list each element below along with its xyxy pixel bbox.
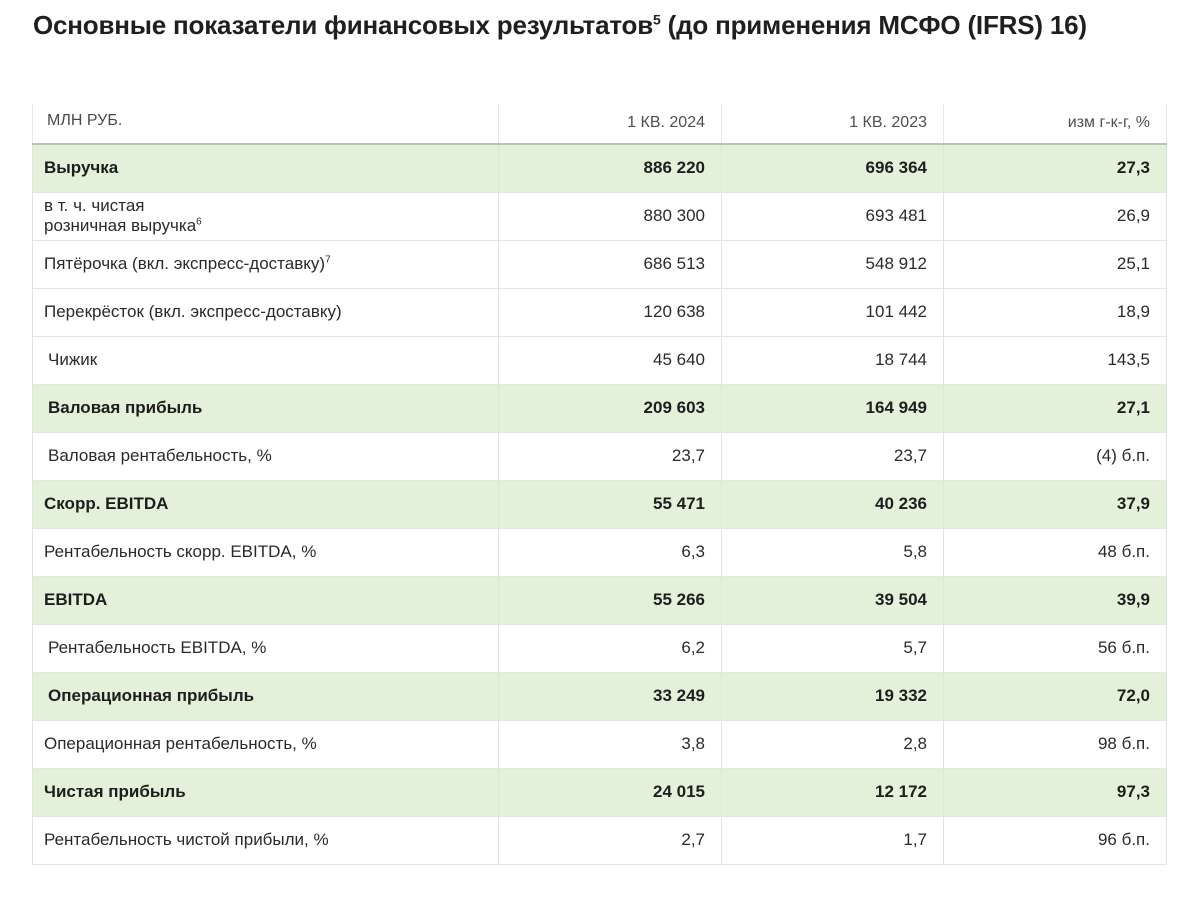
cell-q1-2023: 12 172 [722, 768, 944, 816]
cell-yoy-change: 37,9 [944, 480, 1167, 528]
title-footnote: 5 [653, 11, 661, 28]
row-label-line: Рентабельность чистой прибыли, % [44, 830, 329, 849]
cell-q1-2024: 886 220 [499, 144, 722, 192]
row-label-line: Валовая прибыль [48, 398, 203, 417]
cell-q1-2023: 164 949 [722, 384, 944, 432]
cell-q1-2024: 6,3 [499, 528, 722, 576]
table-row [33, 432, 1167, 480]
cell-q1-2024: 209 603 [499, 384, 722, 432]
cell-q1-2024: 880 300 [499, 192, 722, 240]
row-label-text [44, 196, 202, 235]
financial-table-container [32, 104, 1166, 865]
table-row [33, 336, 1167, 384]
row-label [33, 384, 499, 432]
row-label-text [44, 734, 317, 753]
row-label-footnote: 6 [196, 216, 202, 228]
row-label-line: розничная выручка [44, 216, 197, 235]
row-label-line: Рентабельность скорр. EBITDA, % [44, 542, 317, 561]
cell-yoy-change: 143,5 [944, 336, 1167, 384]
cell-yoy-change: 27,1 [944, 384, 1167, 432]
title-main: Основные показатели финансовых результатов [33, 10, 653, 40]
row-label-line: EBITDA [44, 590, 108, 609]
row-label-footnote: 7 [325, 254, 331, 266]
cell-q1-2024: 3,8 [499, 720, 722, 768]
table-row [33, 576, 1167, 624]
cell-yoy-change: 39,9 [944, 576, 1167, 624]
cell-yoy-change: (4) б.п. [944, 432, 1167, 480]
title-suffix: (до применения МСФО (IFRS) 16) [660, 10, 1087, 40]
table-row [33, 768, 1167, 816]
row-label [33, 144, 499, 192]
cell-yoy-change: 27,3 [944, 144, 1167, 192]
row-label-text [48, 446, 272, 465]
cell-yoy-change: 98 б.п. [944, 720, 1167, 768]
table-row [33, 240, 1167, 288]
cell-q1-2024: 2,7 [499, 816, 722, 864]
row-label [33, 816, 499, 864]
cell-yoy-change: 96 б.п. [944, 816, 1167, 864]
row-label-text [44, 302, 342, 321]
row-label [33, 288, 499, 336]
cell-q1-2023: 40 236 [722, 480, 944, 528]
row-label-text [44, 830, 329, 849]
header-units: МЛН РУБ. [33, 104, 499, 144]
row-label-line: Выручка [44, 158, 119, 178]
cell-yoy-change: 25,1 [944, 240, 1167, 288]
cell-q1-2023: 548 912 [722, 240, 944, 288]
row-label [33, 192, 499, 240]
table-row [33, 624, 1167, 672]
cell-yoy-change: 26,9 [944, 192, 1167, 240]
table-row [33, 192, 1167, 240]
cell-q1-2024: 55 266 [499, 576, 722, 624]
cell-q1-2024: 6,2 [499, 624, 722, 672]
row-label-line: Пятёрочка (вкл. экспресс-доставку) [44, 254, 326, 273]
cell-yoy-change: 56 б.п. [944, 624, 1167, 672]
row-label [33, 624, 499, 672]
page-title [33, 10, 1087, 41]
cell-yoy-change: 97,3 [944, 768, 1167, 816]
table-row [33, 288, 1167, 336]
cell-q1-2023: 19 332 [722, 672, 944, 720]
table-header [33, 104, 1167, 144]
row-label [33, 768, 499, 816]
row-label-text [48, 686, 254, 705]
header-row [33, 104, 1167, 144]
row-label-line: Операционная прибыль [48, 686, 255, 705]
table-row [33, 528, 1167, 576]
table-row [33, 480, 1167, 528]
cell-q1-2023: 693 481 [722, 192, 944, 240]
cell-q1-2024: 45 640 [499, 336, 722, 384]
cell-yoy-change: 72,0 [944, 672, 1167, 720]
row-label-text [44, 158, 118, 177]
row-label-text [44, 494, 168, 513]
row-label [33, 720, 499, 768]
cell-q1-2023: 1,7 [722, 816, 944, 864]
cell-q1-2024: 55 471 [499, 480, 722, 528]
cell-yoy-change: 18,9 [944, 288, 1167, 336]
cell-q1-2024: 24 015 [499, 768, 722, 816]
header-q1-2023: 1 КВ. 2023 [722, 104, 944, 144]
row-label-line: Скорр. EBITDA [44, 494, 169, 513]
cell-q1-2023: 696 364 [722, 144, 944, 192]
header-yoy-change: изм г-к-г, % [944, 104, 1167, 144]
cell-q1-2024: 33 249 [499, 672, 722, 720]
table-row [33, 144, 1167, 192]
row-label-line: Операционная рентабельность, % [44, 734, 317, 753]
row-label-line: Перекрёсток (вкл. экспресс-доставку) [44, 302, 342, 321]
row-label [33, 528, 499, 576]
table-row [33, 384, 1167, 432]
row-label-text [44, 782, 186, 801]
cell-q1-2023: 2,8 [722, 720, 944, 768]
cell-q1-2023: 101 442 [722, 288, 944, 336]
cell-q1-2023: 23,7 [722, 432, 944, 480]
row-label-line: Валовая рентабельность, % [48, 446, 272, 465]
row-label [33, 432, 499, 480]
row-label-text [48, 398, 202, 417]
row-label-text [44, 542, 316, 561]
row-label-text [48, 638, 266, 657]
row-label-text [44, 590, 107, 609]
table-row [33, 672, 1167, 720]
cell-q1-2023: 39 504 [722, 576, 944, 624]
row-label [33, 480, 499, 528]
row-label [33, 576, 499, 624]
financial-results-table [32, 104, 1167, 865]
cell-q1-2024: 686 513 [499, 240, 722, 288]
row-label-line: Рентабельность EBITDA, % [48, 638, 267, 657]
row-label [33, 240, 499, 288]
row-label-line: Чижик [48, 350, 98, 369]
header-q1-2024: 1 КВ. 2024 [499, 104, 722, 144]
cell-q1-2024: 23,7 [499, 432, 722, 480]
cell-q1-2023: 5,7 [722, 624, 944, 672]
row-label-text [48, 350, 97, 369]
table-row [33, 816, 1167, 864]
cell-q1-2023: 18 744 [722, 336, 944, 384]
table-body [33, 144, 1167, 864]
row-label-line: в т. ч. чистая [44, 196, 145, 215]
row-label-text [44, 254, 331, 273]
cell-yoy-change: 48 б.п. [944, 528, 1167, 576]
cell-q1-2024: 120 638 [499, 288, 722, 336]
row-label-line: Чистая прибыль [44, 782, 186, 801]
table-row [33, 720, 1167, 768]
row-label [33, 672, 499, 720]
row-label [33, 336, 499, 384]
cell-q1-2023: 5,8 [722, 528, 944, 576]
